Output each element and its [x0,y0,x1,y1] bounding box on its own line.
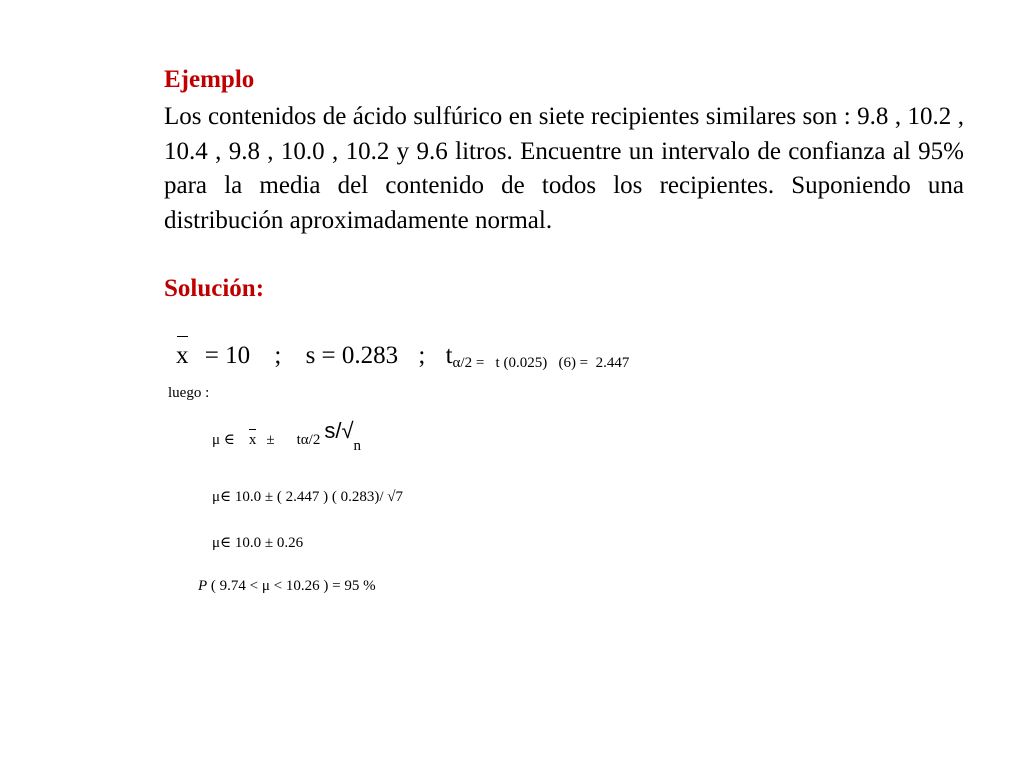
formula-pm: ± [266,432,275,448]
solution-heading: Solución: [164,275,265,302]
formula-line [212,418,362,454]
t-value: = t (0.025) (6) = 2.447 [472,355,630,371]
probability-statement: P ( 9.74 < μ < 10.26 ) = 95 % [198,578,376,594]
separator-1: ; [274,342,282,369]
s-value: s = 0.283 [305,342,399,369]
formula-t: tα/2 [296,432,321,448]
t-subscript: α/2 [452,355,473,371]
formula-n: n [353,438,362,454]
separator-2: ; [418,342,426,369]
x-bar-value: = 10 [204,342,251,369]
step-2: μ∈ 10.0 ± 0.26 [212,535,304,551]
example-heading: Ejemplo [164,66,255,93]
step-1: μ∈ 10.0 ± ( 2.447 ) ( 0.283)/ √7 [212,489,404,505]
t-symbol: t [445,342,453,369]
example-text: Los contenidos de ácido sulfúrico en siete recipientes similares son : 9.8 , 10.2 , 10.4 , 9.8 , 10.0 , 10.2 y 9.6 litros. Encuentre un intervalo de confianza al 95% para la media del contenido de todos los recipientes. Suponiendo una distribución aproximadamente normal. [164,103,964,234]
formula-x-bar: x [249,432,257,449]
formula-lead: μ ∈ [212,432,235,448]
x-bar-symbol: x [176,342,189,370]
givens-line [176,342,629,370]
formula-fraction: s/√ [324,418,354,443]
luego-label: luego : [168,385,210,401]
